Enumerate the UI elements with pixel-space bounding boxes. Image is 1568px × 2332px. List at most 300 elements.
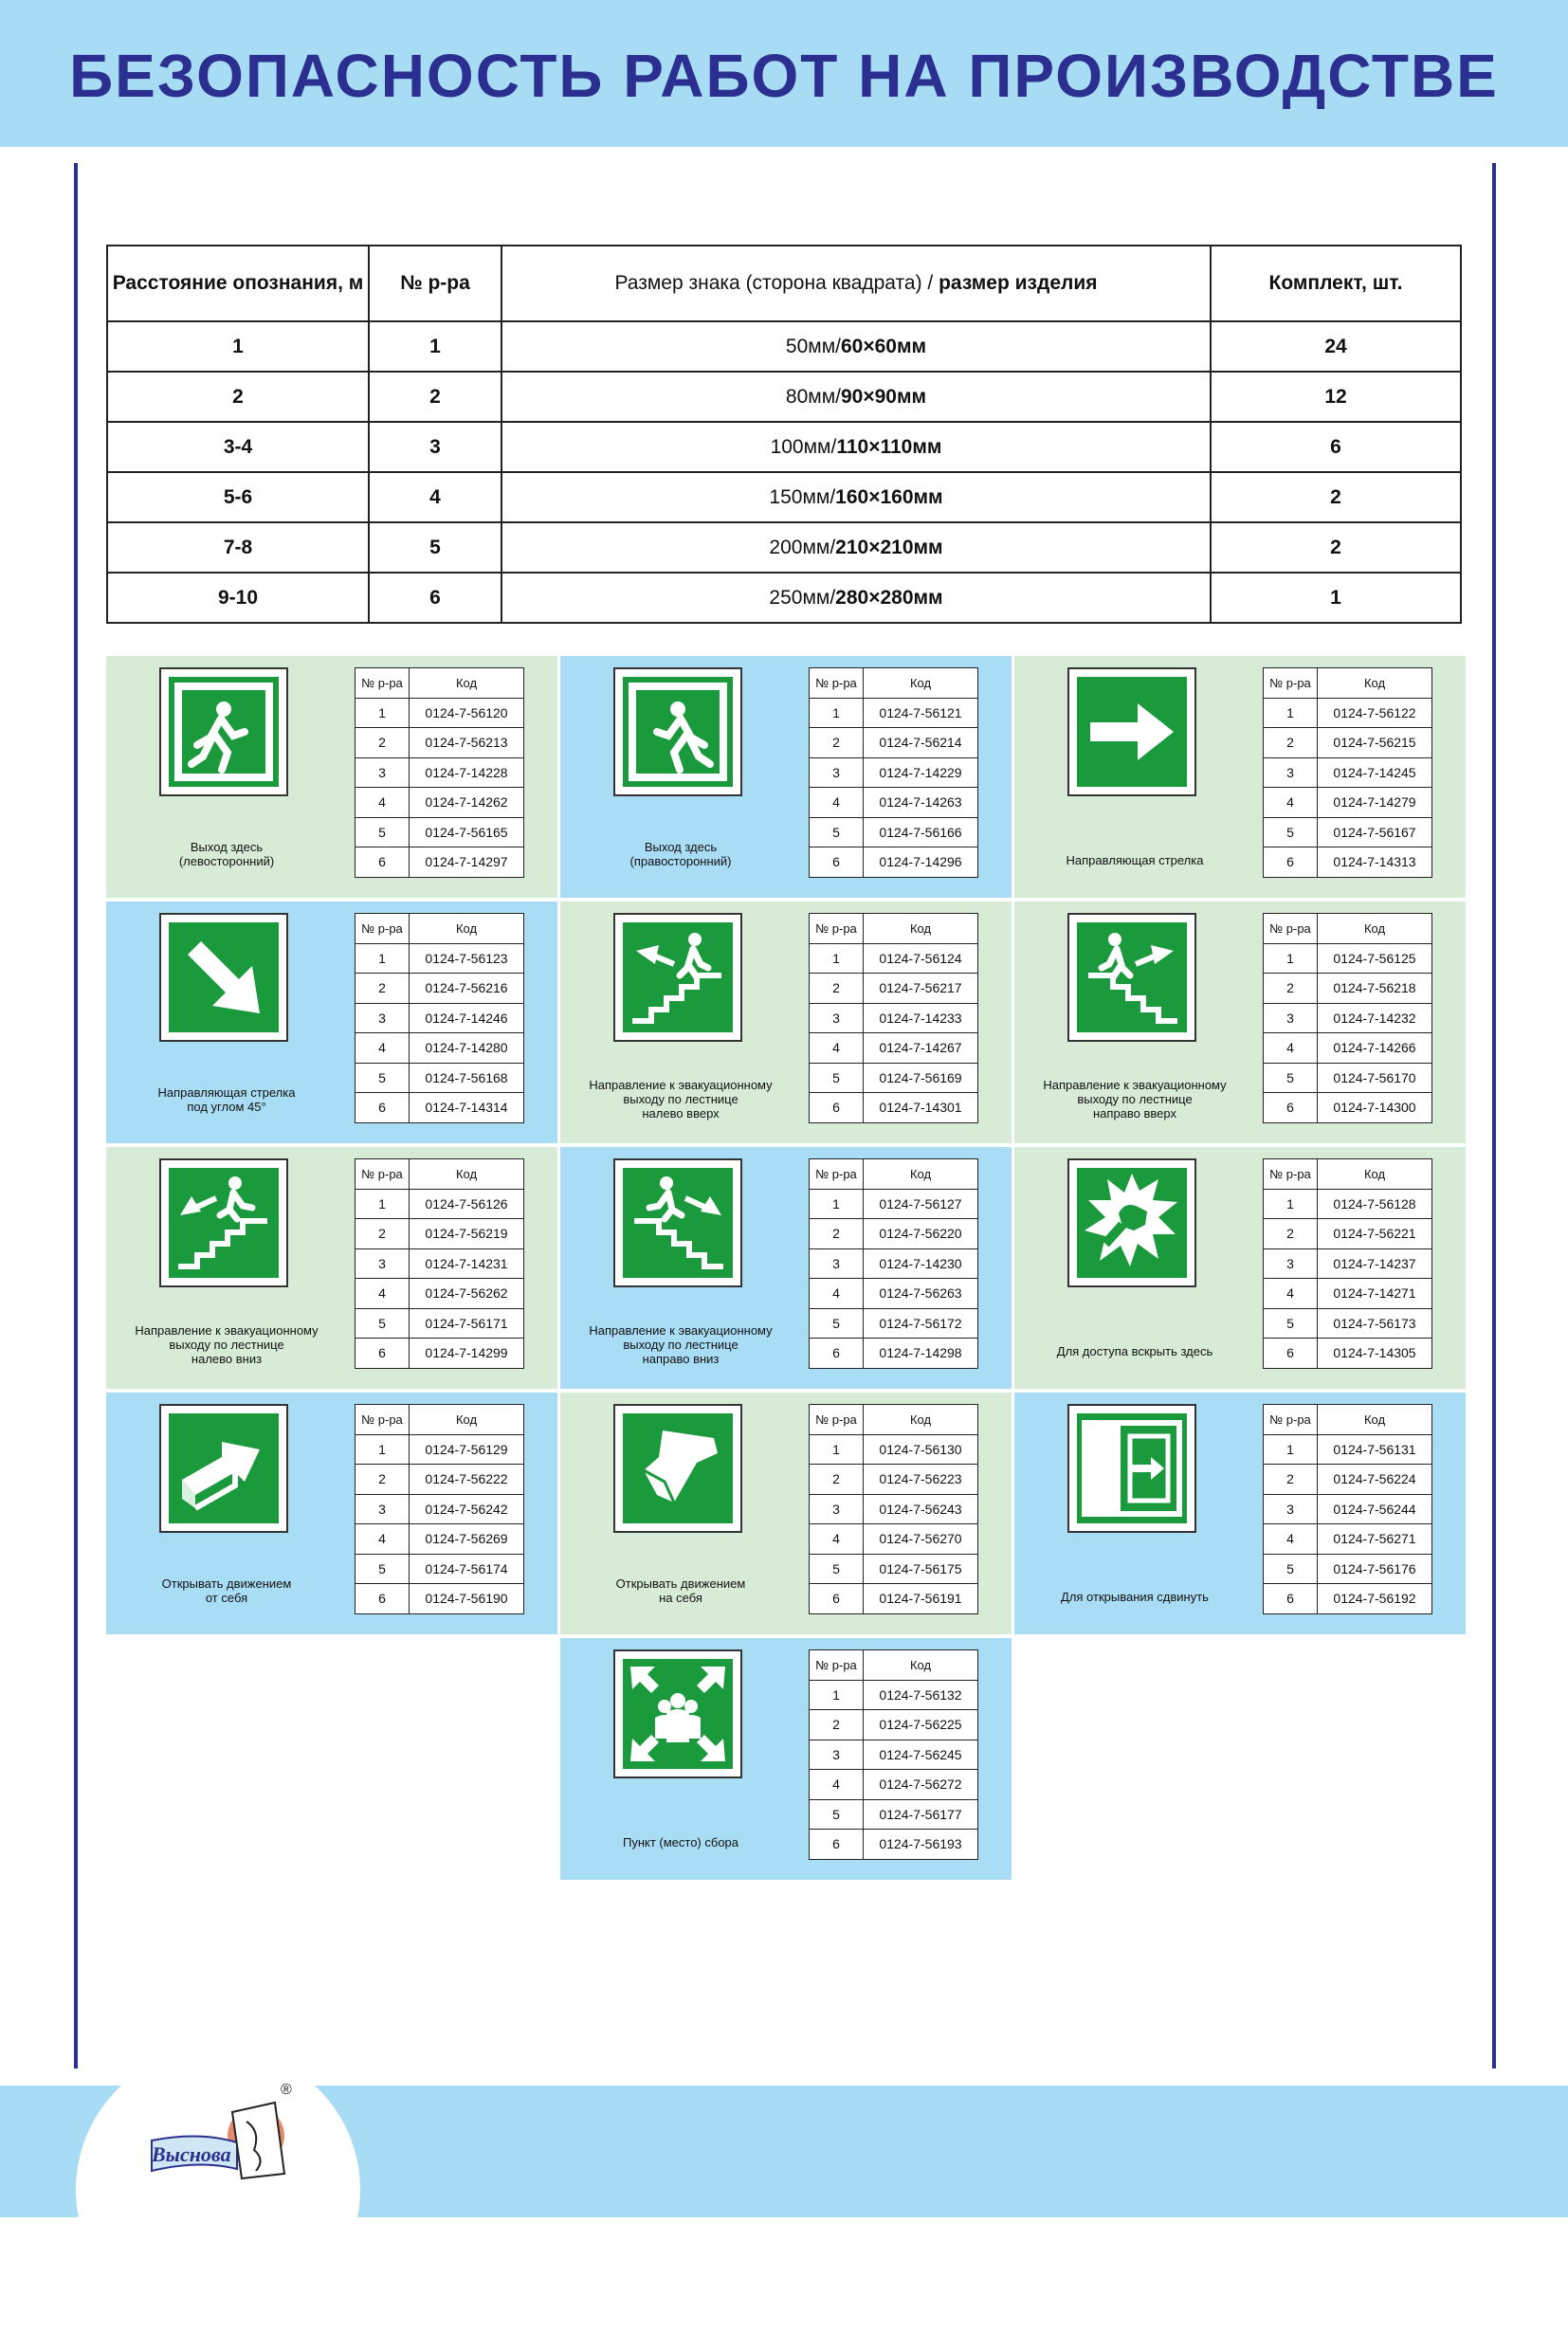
- code-row: [810, 1680, 978, 1710]
- code-size-no: 4: [810, 788, 864, 818]
- code-table-header: [810, 668, 978, 699]
- code-table: [355, 913, 524, 1123]
- code-row: [1264, 1465, 1432, 1495]
- cell-size-no: 6: [369, 573, 501, 623]
- code-row: [810, 1219, 978, 1249]
- code-row: [810, 847, 978, 878]
- code-row: [810, 1830, 978, 1860]
- code-row: [810, 1033, 978, 1064]
- code-value: 0124-7-14280: [410, 1033, 524, 1064]
- code-size-no: 2: [356, 1465, 410, 1495]
- code-value: 0124-7-56170: [1318, 1063, 1432, 1093]
- code-row: [810, 1494, 978, 1524]
- sign-card: [1014, 656, 1466, 898]
- code-value: 0124-7-56213: [410, 728, 524, 758]
- code-row: [1264, 1308, 1432, 1339]
- code-table: [1263, 667, 1432, 878]
- sign-frame: [159, 667, 288, 796]
- sign-label-line: Направление к эвакуационному: [1043, 1078, 1227, 1092]
- code-size-no: 3: [1264, 1248, 1318, 1279]
- pull-to-open-icon: [623, 1413, 733, 1523]
- code-size-no: 2: [1264, 1219, 1318, 1249]
- code-size-no: 1: [356, 943, 410, 974]
- code-row: [810, 698, 978, 728]
- code-table-header: [1264, 1159, 1432, 1190]
- code-size-no: 3: [810, 1248, 864, 1279]
- cell-kit: 2: [1211, 522, 1461, 573]
- code-row: [810, 728, 978, 758]
- code-header-code: Код: [1318, 1159, 1432, 1190]
- code-value: 0124-7-14313: [1318, 847, 1432, 878]
- size-table-header: [107, 246, 1461, 321]
- code-row: [1264, 817, 1432, 847]
- code-size-no: 3: [810, 1740, 864, 1770]
- code-size-no: 4: [1264, 1524, 1318, 1555]
- publisher-logo: [142, 2084, 303, 2188]
- code-value: 0124-7-56176: [1318, 1554, 1432, 1584]
- code-row: [356, 1189, 524, 1219]
- code-row: [810, 1308, 978, 1339]
- cell-kit: 1: [1211, 573, 1461, 623]
- code-row: [356, 1033, 524, 1064]
- code-value: 0124-7-56169: [864, 1063, 978, 1093]
- code-row: [810, 1003, 978, 1033]
- code-value: 0124-7-56165: [410, 817, 524, 847]
- code-value: 0124-7-14230: [864, 1248, 978, 1279]
- code-size-no: 1: [1264, 698, 1318, 728]
- sign-label-line: выходу по лестнице: [623, 1338, 738, 1352]
- cell-size-no: 5: [369, 522, 501, 573]
- code-size-no: 4: [810, 1524, 864, 1555]
- code-header-no: № р-ра: [1264, 914, 1318, 944]
- code-row: [356, 943, 524, 974]
- sign-label-line: налево вниз: [191, 1352, 263, 1366]
- sign-label-line: Направление к эвакуационному: [589, 1323, 773, 1338]
- cell-size: [501, 573, 1211, 623]
- sign-label-line: Открывать движением: [615, 1576, 746, 1591]
- code-size-no: 6: [356, 1093, 410, 1123]
- sign-label-line: на себя: [659, 1591, 702, 1605]
- sign-frame: [613, 913, 742, 1042]
- code-size-no: 6: [810, 1093, 864, 1123]
- stairs-left-down-icon: [169, 1168, 279, 1278]
- code-row: [810, 1279, 978, 1309]
- slide-to-open-icon: [1077, 1413, 1187, 1523]
- sign-card: [106, 1147, 557, 1389]
- code-size-no: 1: [810, 698, 864, 728]
- code-row: [1264, 698, 1432, 728]
- arrow-diagonal-icon: [169, 922, 279, 1032]
- logo-text: Выснова: [152, 2142, 231, 2166]
- code-header-code: Код: [410, 1159, 524, 1190]
- code-size-no: 3: [356, 1494, 410, 1524]
- code-row: [810, 1248, 978, 1279]
- code-row: [1264, 1033, 1432, 1064]
- sign-label-line: Направление к эвакуационному: [589, 1078, 773, 1092]
- cell-size: [501, 522, 1211, 573]
- sign-label: [114, 1085, 339, 1114]
- code-size-no: 3: [810, 1003, 864, 1033]
- code-table-header: [810, 1405, 978, 1435]
- cell-size-no: 2: [369, 372, 501, 422]
- sign-card: [560, 1147, 1012, 1389]
- code-value: 0124-7-56173: [1318, 1308, 1432, 1339]
- code-value: 0124-7-14262: [410, 788, 524, 818]
- code-value: 0124-7-14300: [1318, 1093, 1432, 1123]
- arrow-right-icon: [1077, 677, 1187, 787]
- code-table-header: [356, 1405, 524, 1435]
- sign-label-line: Выход здесь: [644, 840, 718, 854]
- code-row: [356, 1584, 524, 1614]
- code-row: [356, 1554, 524, 1584]
- code-row: [1264, 1494, 1432, 1524]
- cell-size: [501, 372, 1211, 422]
- break-to-access-icon: [1077, 1168, 1187, 1278]
- sign-label: [568, 840, 793, 868]
- code-size-no: 1: [356, 1434, 410, 1465]
- code-size-no: 2: [810, 1219, 864, 1249]
- code-value: 0124-7-14305: [1318, 1339, 1432, 1369]
- code-row: [1264, 1434, 1432, 1465]
- code-value: 0124-7-56222: [410, 1465, 524, 1495]
- code-table: [355, 1404, 524, 1614]
- code-value: 0124-7-14296: [864, 847, 978, 878]
- code-value: 0124-7-56175: [864, 1554, 978, 1584]
- cell-product-size: 90×90мм: [841, 385, 927, 408]
- code-row: [356, 1093, 524, 1123]
- code-table: [809, 913, 978, 1123]
- stairs-left-up-icon: [623, 922, 733, 1032]
- sign-label-line: Направляющая стрелка: [157, 1085, 296, 1100]
- code-size-no: 3: [356, 1248, 410, 1279]
- sign-label: [568, 1576, 793, 1605]
- code-table: [355, 1158, 524, 1369]
- code-header-code: Код: [864, 1159, 978, 1190]
- code-value: 0124-7-56121: [864, 698, 978, 728]
- sign-label: [1022, 1590, 1248, 1604]
- code-value: 0124-7-14299: [410, 1339, 524, 1369]
- code-size-no: 4: [1264, 788, 1318, 818]
- code-size-no: 2: [1264, 728, 1318, 758]
- code-size-no: 1: [810, 1434, 864, 1465]
- code-header-no: № р-ра: [356, 668, 410, 699]
- header-size-no: № р-ра: [369, 246, 501, 321]
- code-value: 0124-7-56217: [864, 974, 978, 1004]
- code-row: [356, 1494, 524, 1524]
- code-size-no: 2: [810, 1710, 864, 1740]
- code-size-no: 4: [1264, 1279, 1318, 1309]
- stairs-right-up-icon: [1077, 922, 1187, 1032]
- code-value: 0124-7-56219: [410, 1219, 524, 1249]
- sign-frame: [1067, 1158, 1196, 1287]
- code-size-no: 1: [810, 1680, 864, 1710]
- logo-registered: ®: [281, 2082, 292, 2098]
- code-size-no: 6: [1264, 1093, 1318, 1123]
- code-row: [1264, 1524, 1432, 1555]
- code-size-no: 2: [356, 1219, 410, 1249]
- code-value: 0124-7-56126: [410, 1189, 524, 1219]
- code-value: 0124-7-56123: [410, 943, 524, 974]
- code-size-no: 1: [810, 1189, 864, 1219]
- sign-frame: [1067, 1404, 1196, 1533]
- code-size-no: 2: [810, 1465, 864, 1495]
- sign-label-line: направо вверх: [1093, 1106, 1176, 1120]
- code-size-no: 5: [356, 1063, 410, 1093]
- code-value: 0124-7-56132: [864, 1680, 978, 1710]
- cell-size-no: 3: [369, 422, 501, 472]
- code-value: 0124-7-56218: [1318, 974, 1432, 1004]
- code-value: 0124-7-56191: [864, 1584, 978, 1614]
- code-size-no: 3: [810, 757, 864, 788]
- sign-frame: [613, 667, 742, 796]
- cell-distance: 9-10: [107, 573, 369, 623]
- code-header-no: № р-ра: [810, 1159, 864, 1190]
- code-row: [356, 1063, 524, 1093]
- code-value: 0124-7-56128: [1318, 1189, 1432, 1219]
- code-row: [356, 757, 524, 788]
- code-row: [1264, 1339, 1432, 1369]
- code-header-no: № р-ра: [356, 1159, 410, 1190]
- code-row: [810, 1434, 978, 1465]
- sign-label-line: Выход здесь: [190, 840, 264, 854]
- code-row: [356, 1465, 524, 1495]
- sign-label-line: Для доступа вскрыть здесь: [1056, 1344, 1213, 1358]
- code-table: [809, 1649, 978, 1860]
- code-size-no: 4: [1264, 1033, 1318, 1064]
- sign-card: [560, 1393, 1012, 1634]
- code-value: 0124-7-56270: [864, 1524, 978, 1555]
- code-row: [356, 788, 524, 818]
- code-size-no: 3: [810, 1494, 864, 1524]
- sign-label-line: Пункт (место) сбора: [622, 1835, 739, 1849]
- code-table: [809, 667, 978, 878]
- cell-distance: 1: [107, 321, 369, 372]
- code-value: 0124-7-14246: [410, 1003, 524, 1033]
- sign-label-line: (левосторонний): [178, 854, 275, 868]
- code-value: 0124-7-56177: [864, 1799, 978, 1830]
- assembly-point-icon: [623, 1659, 733, 1769]
- code-size-no: 5: [810, 1063, 864, 1093]
- code-value: 0124-7-56166: [864, 817, 978, 847]
- sign-card: [560, 902, 1012, 1143]
- code-size-no: 2: [810, 728, 864, 758]
- code-header-code: Код: [864, 1405, 978, 1435]
- code-table: [1263, 913, 1432, 1123]
- code-size-no: 4: [356, 1279, 410, 1309]
- sign-label-line: выходу по лестнице: [169, 1338, 284, 1352]
- header-size-bold: размер изделия: [933, 272, 1098, 294]
- cell-sign-size: 200мм/: [769, 536, 836, 558]
- code-size-no: 5: [810, 1554, 864, 1584]
- cell-sign-size: 100мм/: [770, 435, 837, 458]
- code-size-no: 5: [810, 1799, 864, 1830]
- code-table-header: [810, 914, 978, 944]
- cell-sign-size: 80мм/: [785, 385, 841, 408]
- code-value: 0124-7-56130: [864, 1434, 978, 1465]
- code-value: 0124-7-14267: [864, 1033, 978, 1064]
- code-size-no: 2: [356, 728, 410, 758]
- cell-kit: 12: [1211, 372, 1461, 422]
- code-row: [810, 1770, 978, 1800]
- code-size-no: 6: [356, 847, 410, 878]
- code-value: 0124-7-56225: [864, 1710, 978, 1740]
- sign-label: [114, 1576, 339, 1605]
- size-table-row: [107, 522, 1461, 573]
- code-size-no: 4: [810, 1770, 864, 1800]
- size-table-row: [107, 573, 1461, 623]
- code-size-no: 5: [1264, 1554, 1318, 1584]
- cell-product-size: 280×280мм: [835, 586, 943, 609]
- code-value: 0124-7-56271: [1318, 1524, 1432, 1555]
- cell-product-size: 210×210мм: [835, 536, 943, 558]
- sign-label-line: выходу по лестнице: [623, 1092, 738, 1106]
- code-row: [356, 1248, 524, 1279]
- sign-frame: [613, 1649, 742, 1778]
- cell-size: [501, 321, 1211, 372]
- sign-frame: [613, 1158, 742, 1287]
- header-size-main: Размер знака (сторона квадрата) /: [614, 272, 934, 294]
- sign-label-line: Для открывания сдвинуть: [1061, 1590, 1209, 1604]
- code-row: [356, 1279, 524, 1309]
- code-size-no: 2: [1264, 974, 1318, 1004]
- code-value: 0124-7-56127: [864, 1189, 978, 1219]
- code-value: 0124-7-56171: [410, 1308, 524, 1339]
- code-value: 0124-7-56174: [410, 1554, 524, 1584]
- cell-product-size: 160×160мм: [835, 485, 943, 508]
- code-size-no: 3: [1264, 1003, 1318, 1033]
- cell-sign-size: 50мм/: [785, 335, 841, 357]
- code-size-no: 1: [1264, 1189, 1318, 1219]
- code-row: [1264, 1584, 1432, 1614]
- sign-label: [568, 1323, 793, 1366]
- sign-label-line: под углом 45°: [187, 1100, 266, 1114]
- code-row: [356, 974, 524, 1004]
- code-value: 0124-7-56269: [410, 1524, 524, 1555]
- code-table-header: [810, 1159, 978, 1190]
- code-header-code: Код: [410, 668, 524, 699]
- cell-product-size: 110×110мм: [836, 435, 942, 458]
- code-table-header: [810, 1650, 978, 1681]
- header-size: [501, 246, 1211, 321]
- code-size-no: 3: [356, 1003, 410, 1033]
- code-row: [356, 817, 524, 847]
- sign-label-line: Открывать движением: [161, 1576, 292, 1591]
- code-row: [356, 1434, 524, 1465]
- code-value: 0124-7-56223: [864, 1465, 978, 1495]
- code-size-no: 5: [1264, 1308, 1318, 1339]
- code-row: [1264, 728, 1432, 758]
- header-kit: Комплект, шт.: [1211, 246, 1461, 321]
- code-value: 0124-7-56216: [410, 974, 524, 1004]
- code-header-code: Код: [1318, 668, 1432, 699]
- sign-card: [1014, 1147, 1466, 1389]
- code-row: [810, 1584, 978, 1614]
- sign-label-line: направо вниз: [642, 1352, 720, 1366]
- code-row: [1264, 1093, 1432, 1123]
- code-size-no: 6: [356, 1584, 410, 1614]
- code-row: [810, 1465, 978, 1495]
- code-row: [810, 1189, 978, 1219]
- right-rule: [1492, 163, 1496, 2068]
- code-header-code: Код: [410, 1405, 524, 1435]
- cell-size-no: 4: [369, 472, 501, 522]
- code-header-no: № р-ра: [810, 1650, 864, 1681]
- code-size-no: 6: [810, 1339, 864, 1369]
- code-size-no: 1: [1264, 1434, 1318, 1465]
- code-value: 0124-7-56224: [1318, 1465, 1432, 1495]
- code-row: [810, 788, 978, 818]
- code-value: 0124-7-14228: [410, 757, 524, 788]
- sign-frame: [159, 1404, 288, 1533]
- cell-distance: 5-6: [107, 472, 369, 522]
- code-size-no: 3: [356, 757, 410, 788]
- code-row: [1264, 847, 1432, 878]
- code-table-header: [356, 668, 524, 699]
- sign-frame: [1067, 913, 1196, 1042]
- code-size-no: 5: [356, 1308, 410, 1339]
- code-table: [355, 667, 524, 878]
- code-header-no: № р-ра: [810, 668, 864, 699]
- code-row: [810, 1524, 978, 1555]
- cell-sign-size: 150мм/: [769, 485, 836, 508]
- code-size-no: 1: [810, 943, 864, 974]
- code-size-no: 4: [810, 1279, 864, 1309]
- code-value: 0124-7-14263: [864, 788, 978, 818]
- code-row: [810, 1063, 978, 1093]
- code-size-no: 5: [356, 1554, 410, 1584]
- code-row: [356, 1308, 524, 1339]
- cell-size: [501, 422, 1211, 472]
- code-row: [810, 817, 978, 847]
- code-row: [356, 1524, 524, 1555]
- sign-label: [1022, 1078, 1248, 1120]
- cell-kit: 6: [1211, 422, 1461, 472]
- code-table-header: [1264, 914, 1432, 944]
- code-header-no: № р-ра: [810, 914, 864, 944]
- code-row: [1264, 1063, 1432, 1093]
- code-size-no: 2: [1264, 1465, 1318, 1495]
- code-row: [1264, 757, 1432, 788]
- code-table: [1263, 1158, 1432, 1369]
- code-value: 0124-7-56122: [1318, 698, 1432, 728]
- sign-label: [568, 1078, 793, 1120]
- code-header-code: Код: [410, 914, 524, 944]
- code-value: 0124-7-14232: [1318, 1003, 1432, 1033]
- size-table-row: [107, 422, 1461, 472]
- code-header-code: Код: [864, 914, 978, 944]
- exit-right-icon: [623, 677, 733, 787]
- code-value: 0124-7-56172: [864, 1308, 978, 1339]
- sign-label-line: налево вверх: [642, 1106, 720, 1120]
- cell-product-size: 60×60мм: [841, 335, 927, 357]
- code-row: [356, 1219, 524, 1249]
- code-value: 0124-7-56263: [864, 1279, 978, 1309]
- stairs-right-down-icon: [623, 1168, 733, 1278]
- code-size-no: 5: [810, 1308, 864, 1339]
- code-row: [1264, 1189, 1432, 1219]
- code-row: [356, 728, 524, 758]
- sign-label-line: Направляющая стрелка: [1066, 853, 1204, 867]
- sign-label: [1022, 1344, 1248, 1358]
- code-value: 0124-7-56168: [410, 1063, 524, 1093]
- code-value: 0124-7-14237: [1318, 1248, 1432, 1279]
- logo-mark-icon: [142, 2084, 303, 2188]
- code-table-header: [356, 914, 524, 944]
- code-value: 0124-7-56262: [410, 1279, 524, 1309]
- code-row: [1264, 943, 1432, 974]
- code-size-no: 4: [356, 788, 410, 818]
- code-value: 0124-7-56215: [1318, 728, 1432, 758]
